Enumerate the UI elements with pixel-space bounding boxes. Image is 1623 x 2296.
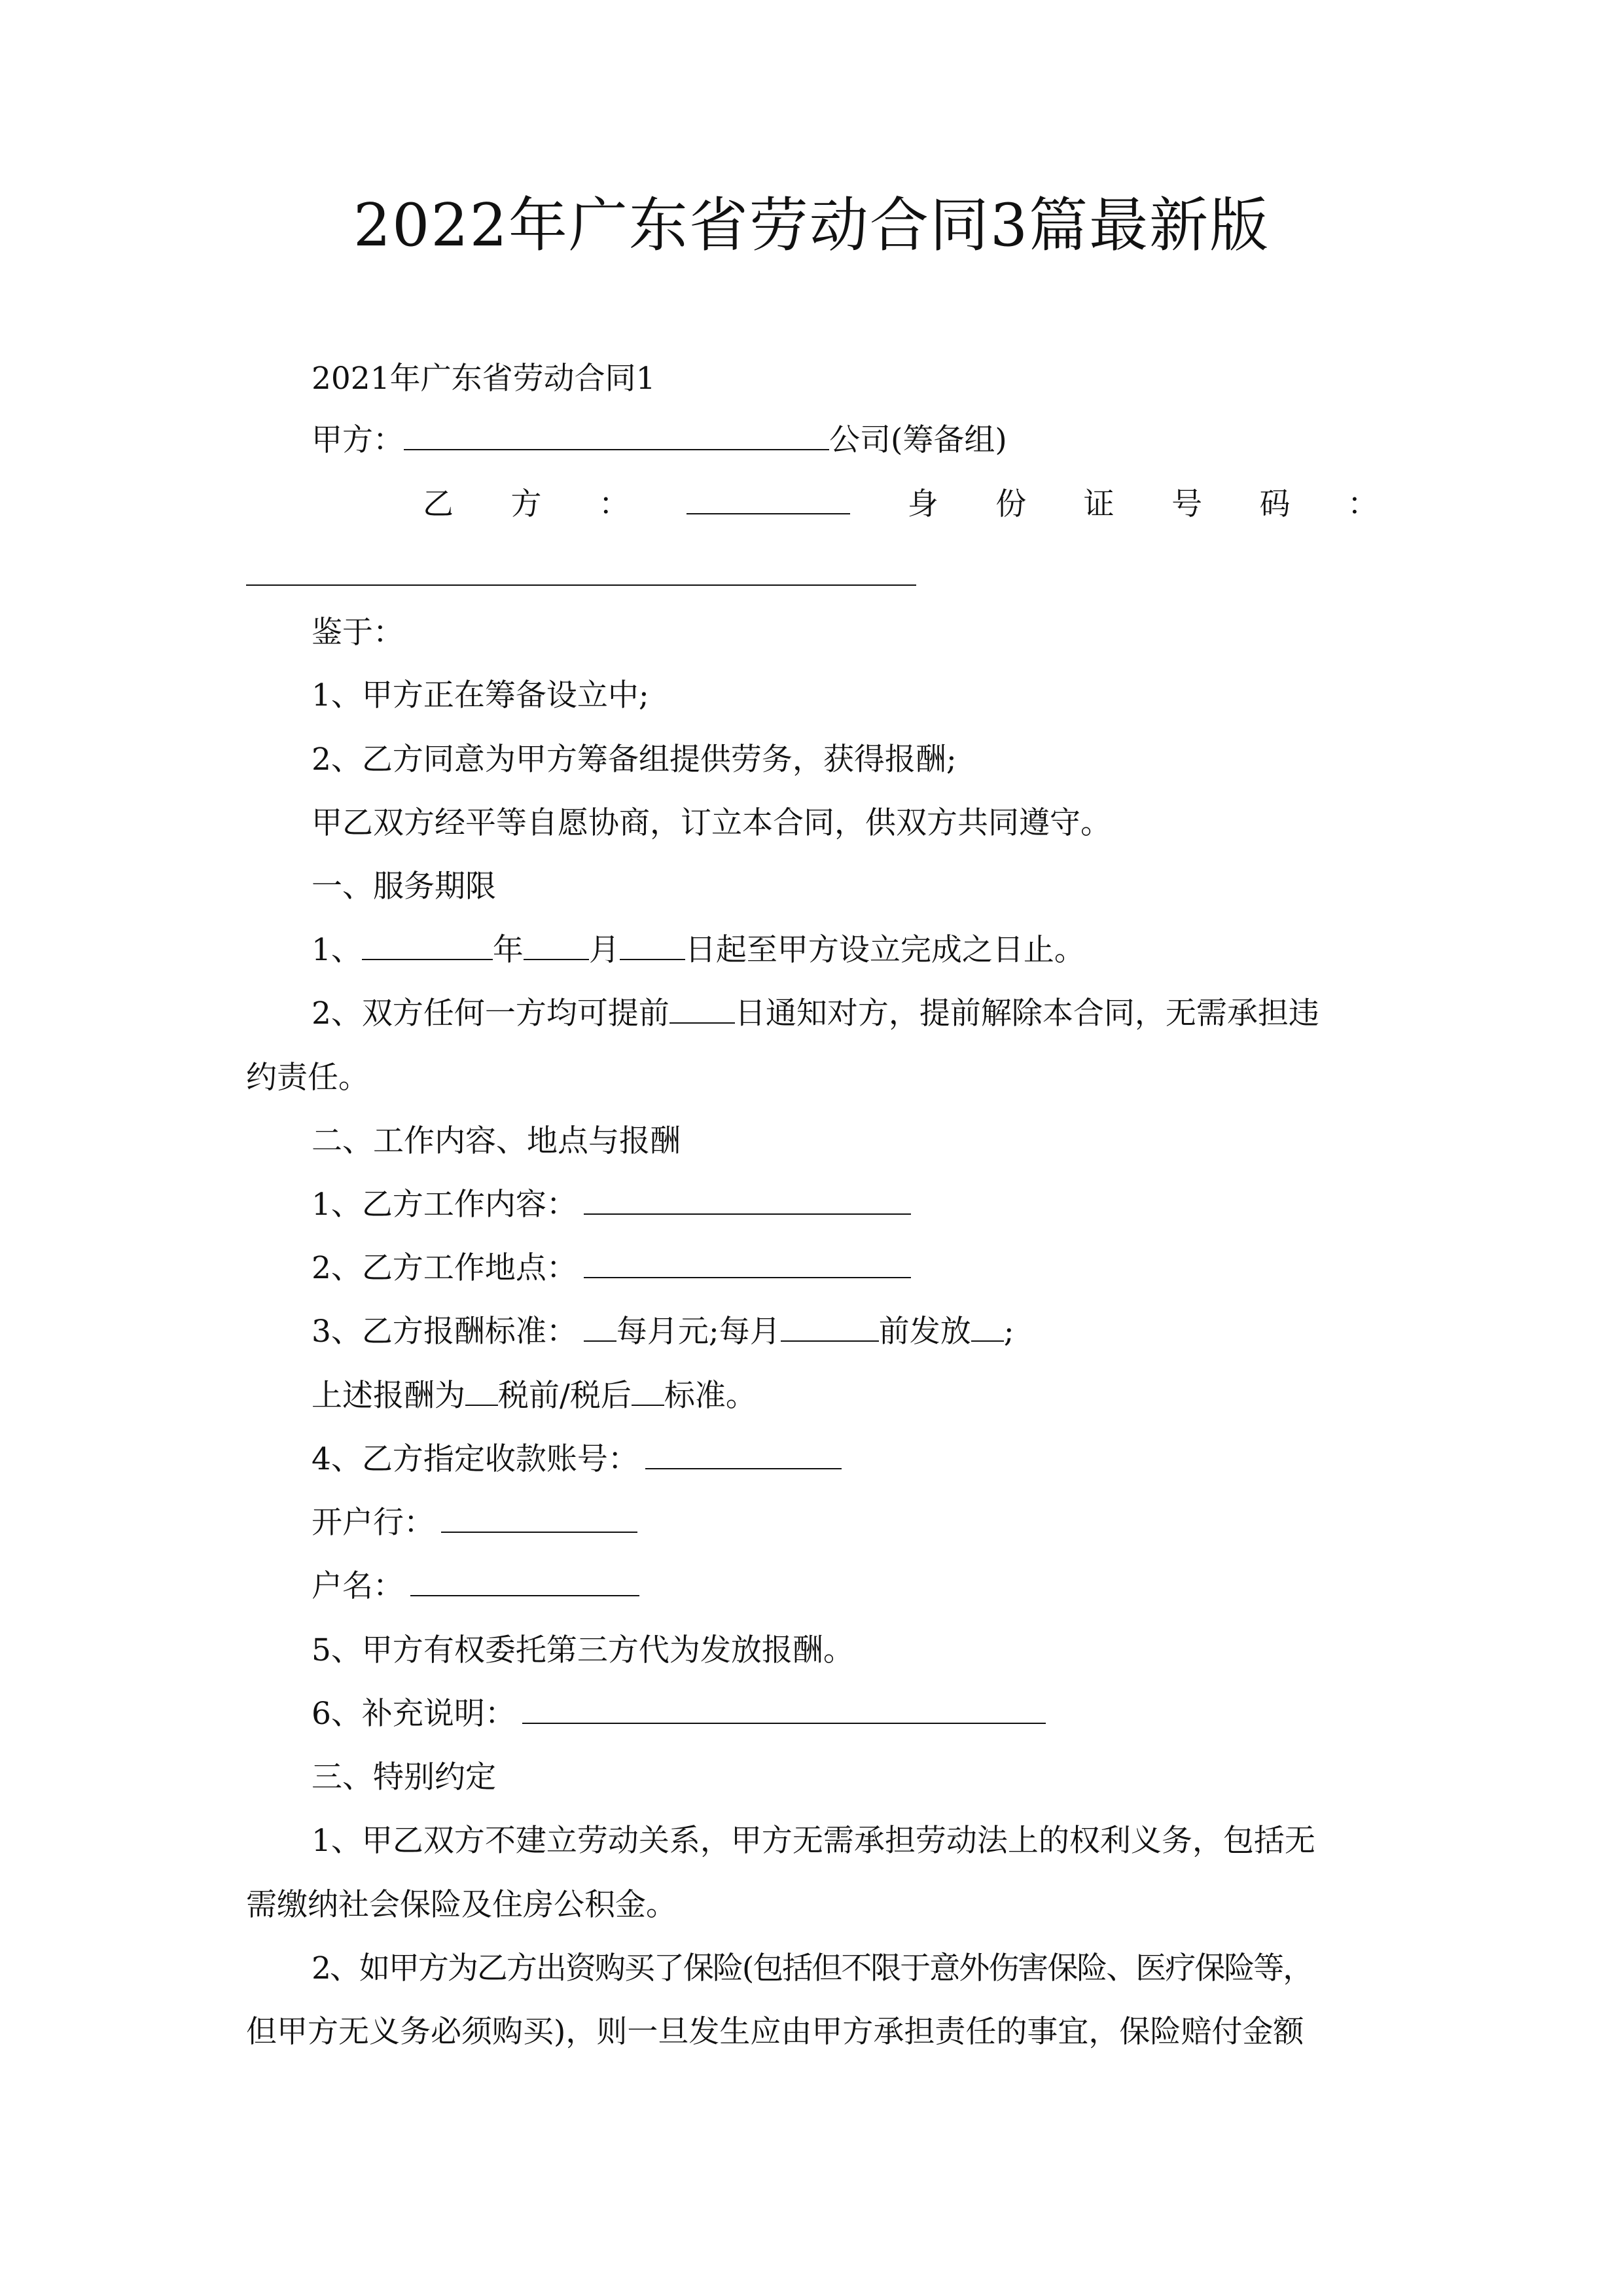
pay-standard-label: 3、乙方报酬标准： [312,1314,577,1350]
party-b-char: 方 [510,486,542,522]
pay-day-blank[interactable] [781,1312,879,1342]
punctuation: ; [1003,1314,1014,1350]
bank-label: 开户行： [312,1505,435,1541]
tax-blank-2[interactable] [632,1376,664,1406]
document-title: 2022年广东省劳动合同3篇最新版 [353,191,1270,260]
year-blank[interactable] [362,930,493,960]
party-b-char: 身 [907,486,938,522]
whereas-item-2: 2、乙方同意为甲方筹备组提供劳务，获得报酬; [312,742,957,778]
section-3-heading: 三、特别约定 [312,1759,496,1795]
month-label: 月 [588,932,620,968]
clause-1-2 [312,994,1378,1034]
party-b-char: 号 [1171,486,1203,522]
bank-line [312,1503,1378,1543]
party-b-line [312,484,1378,525]
party-b-name-blank[interactable] [687,484,850,514]
section-2-heading: 二、工作内容、地点与报酬 [312,1123,681,1159]
supplement-blank[interactable] [522,1694,1046,1724]
work-content-blank[interactable] [584,1185,911,1215]
clause-2-3 [312,1312,1378,1352]
work-content-label: 1、乙方工作内容： [312,1187,577,1223]
account-number-label: 4、乙方指定收款账号： [312,1441,639,1477]
party-b-char: ： [598,486,630,522]
clause-2-1 [312,1185,1378,1225]
pay-release-text: 前发放 [878,1314,971,1350]
id-number-blank[interactable] [246,584,916,586]
party-b-char: ： [1347,486,1378,522]
pay-standard-blank[interactable] [584,1312,616,1342]
notice-days-blank[interactable] [669,994,735,1024]
clause-2-2 [312,1248,1378,1289]
month-blank[interactable] [524,930,589,960]
tax-text: 上述报酬为 [312,1378,465,1414]
day-text: 日起至甲方设立完成之日止。 [685,932,1085,968]
clause-3-1: 1、甲乙双方不建立劳动关系，甲方无需承担劳动法上的权利义务，包括无 [312,1823,1315,1859]
work-location-blank[interactable] [584,1248,911,1278]
bank-blank[interactable] [441,1503,637,1533]
whereas-heading: 鉴于： [312,615,404,651]
tax-text-end: 标准。 [664,1378,757,1414]
party-a-suffix: 公司(筹备组) [829,422,1007,458]
pay-release-blank[interactable] [971,1312,1004,1342]
party-a-line [312,420,1378,461]
clause-text: 日通知对方，提前解除本合同，无需承担违 [734,996,1319,1031]
party-b-char: 份 [995,486,1027,522]
supplement-label: 6、补充说明： [312,1696,516,1732]
account-name-label: 户名： [312,1568,404,1604]
agreement-statement: 甲乙双方经平等自愿协商，订立本合同，供双方共同遵守。 [312,805,1111,841]
party-b-spread [312,484,1378,525]
clause-2-4 [312,1439,1378,1480]
clause-1-1 [312,930,1378,971]
clause-2-6 [312,1694,1378,1734]
clause-3-2-continued: 但甲方无义务必须购买)，则一旦发生应由甲方承担责任的事宜，保险赔付金额 [246,2014,1304,2050]
section-1-heading: 一、服务期限 [312,869,496,905]
clause-3-2: 2、如甲方为乙方出资购买了保险(包括但不限于意外伤害保险、医疗保险等， [312,1950,1313,1986]
clause-text: 2、双方任何一方均可提前 [312,996,669,1031]
tax-blank-1[interactable] [465,1376,498,1406]
clause-prefix: 1、 [312,932,362,968]
clause-1-2-continued: 约责任。 [246,1060,369,1096]
clause-2-3-tax [312,1376,1378,1416]
account-name-line [312,1566,1378,1607]
account-number-blank[interactable] [645,1439,842,1469]
contract-heading: 2021年广东省劳动合同1 [312,361,656,397]
whereas-item-1: 1、甲方正在筹备设立中; [312,677,649,713]
work-location-label: 2、乙方工作地点： [312,1250,577,1286]
year-label: 年 [492,932,524,968]
party-b-char: 证 [1083,486,1115,522]
party-a-label: 甲方： [312,422,404,458]
party-b-char: 码 [1259,486,1291,522]
tax-option-text: 税前/税后 [498,1378,632,1414]
party-a-blank[interactable] [404,420,829,450]
party-b-char: 乙 [423,486,454,522]
pay-monthly-text: 每月元;每月 [616,1314,781,1350]
account-name-blank[interactable] [410,1566,639,1596]
clause-3-1-continued: 需缴纳社会保险及住房公积金。 [246,1887,677,1923]
clause-2-5: 5、甲方有权委托第三方代为发放报酬。 [312,1632,854,1668]
day-blank[interactable] [620,930,685,960]
